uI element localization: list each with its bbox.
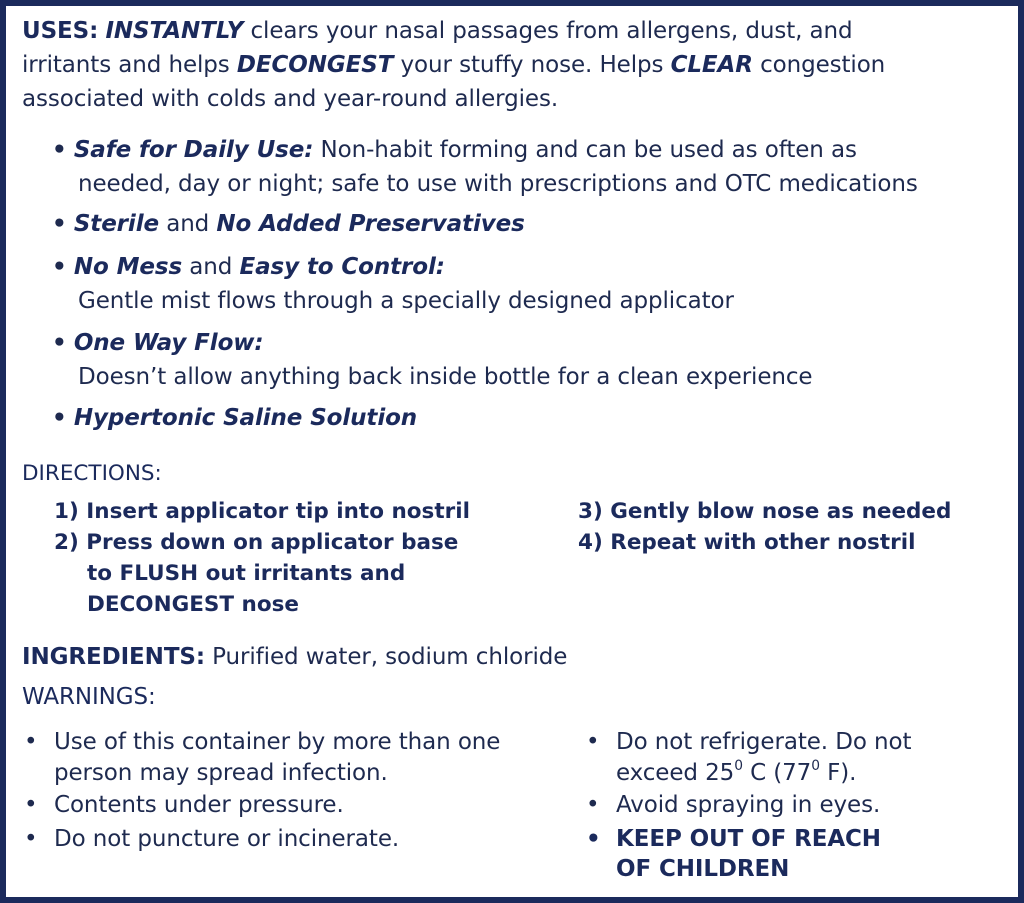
feature-no-mess-text: Gentle mist flows through a specially designed applicator [78, 288, 734, 314]
ingredients-text: Purified water, sodium chloride [204, 644, 568, 670]
feature-one-way-flow-text: Doesn’t allow anything back inside bottle for a clean experience [78, 364, 813, 390]
warnings-heading: WARNINGS: [22, 684, 156, 710]
warning-shared-use: Use of this container by more than one [54, 729, 501, 755]
feature-one-way-flow: • One Way Flow: [52, 330, 264, 356]
direction-step-2: 2) Press down on applicator base [54, 530, 459, 555]
warning-pressure: Contents under pressure. [54, 792, 344, 818]
warning-bullet-4: • [586, 729, 600, 755]
warning-keep-out-of-reach: KEEP OUT OF REACH [616, 826, 881, 852]
ingredients-label: INGREDIENTS: [22, 644, 205, 670]
feature-sterile: • Sterile and No Added Preservatives [52, 211, 525, 237]
uses-instantly: INSTANTLY [105, 18, 244, 44]
direction-step-2-cont-2: DECONGEST nose [87, 592, 300, 617]
warning-bullet-1: • [24, 729, 38, 755]
feature-hypertonic: • Hypertonic Saline Solution [52, 405, 418, 431]
warning-bullet-2: • [24, 792, 38, 818]
uses-line-2: irritants and helps DECONGEST your stuffy nose. Helps CLEAR congestion [22, 52, 886, 78]
warning-refrigerate: Do not refrigerate. Do not [616, 729, 912, 755]
warning-bullet-6: • [586, 826, 601, 852]
warning-bullet-5: • [586, 792, 600, 818]
warning-puncture: Do not puncture or incinerate. [54, 826, 400, 852]
warning-temperature: exceed $25^0$ C ($77^0$ F). [616, 757, 857, 786]
warning-bullet-3: • [24, 826, 38, 852]
ingredients [22, 644, 567, 670]
direction-step-3: 3) Gently blow nose as needed [578, 499, 952, 524]
feature-no-mess: • No Mess and Easy to Control: [52, 254, 445, 280]
feature-safe-daily-use: • Safe for Daily Use: Non-habit forming and can be used as often as [52, 137, 857, 163]
uses-label: USES: [22, 18, 99, 44]
warning-shared-use-cont: person may spread infection. [54, 760, 388, 786]
uses-line-3: associated with colds and year-round allergies. [22, 86, 559, 112]
direction-step-4: 4) Repeat with other nostril [578, 530, 916, 555]
direction-step-2-cont-1: to FLUSH out irritants and [87, 561, 406, 586]
direction-step-1: 1) Insert applicator tip into nostril [54, 499, 470, 524]
warning-children: OF CHILDREN [616, 856, 790, 882]
directions-heading: DIRECTIONS: [22, 461, 162, 486]
uses-line-1: USES: INSTANTLY clears your nasal passages from allergens, dust, and [22, 18, 853, 44]
warning-eyes: Avoid spraying in eyes. [616, 792, 881, 818]
feature-safe-daily-use-cont: needed, day or night; safe to use with prescriptions and OTC medications [78, 171, 918, 197]
